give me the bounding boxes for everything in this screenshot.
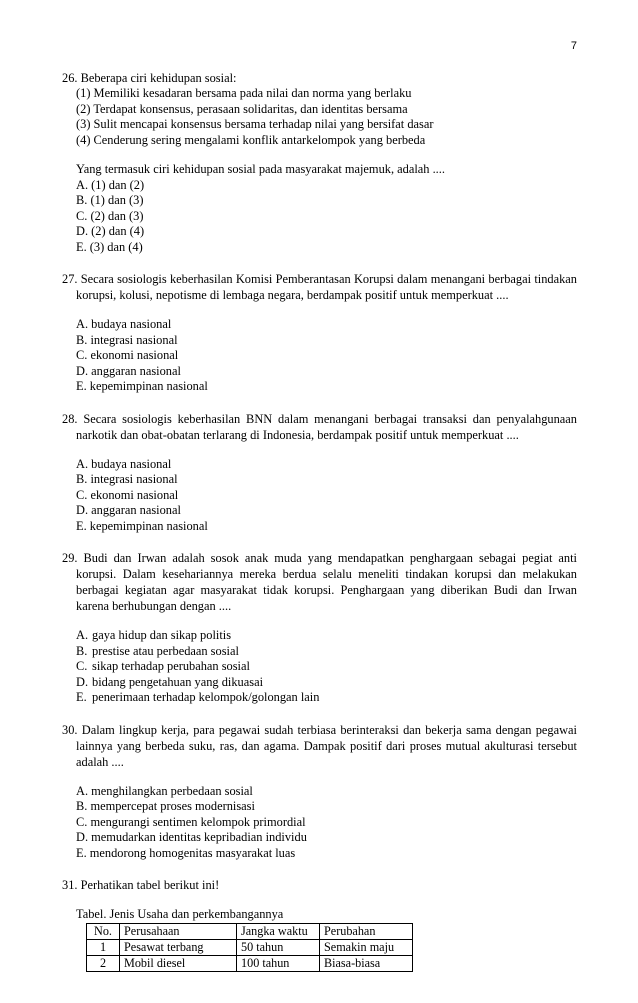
question-26 (62, 70, 577, 255)
option-text: gaya hidup dan sikap politis (92, 628, 232, 642)
statement-item: (3) Sulit mencapai konsensus bersama terhadap nilai yang bersifat dasar (76, 117, 434, 131)
header-cell: Perubahan (320, 924, 413, 940)
question-26-stem: 26. Beberapa ciri kehidupan sosial: (62, 71, 237, 85)
option-a: A. (1) dan (2) (76, 177, 145, 192)
question-29 (62, 550, 577, 706)
option-letter: D. (76, 674, 89, 689)
statement-item: (4) Cenderung sering mengalami konflik antarkelompok yang berbeda (76, 132, 426, 147)
table-cell: 100 tahun (237, 956, 320, 972)
header-cell: Perusahaan (120, 924, 237, 940)
option-a: A. menghilangkan perbedaan sosial (76, 783, 253, 798)
option-b: B. (1) dan (3) (76, 193, 144, 207)
table-caption: Tabel. Jenis Usaha dan perkembangannya (76, 907, 284, 921)
option-c: C. (2) dan (3) (76, 208, 144, 223)
document-body (62, 70, 577, 988)
question-31-stem: 31. Perhatikan tabel berikut ini! (62, 878, 220, 892)
question-29-stem: 29. Budi dan Irwan adalah sosok anak muda yang mendapatkan penghargaan sebagai pegiat anti korupsi. Dalam kesehariannya mereka berdua selalu meneliti tindakan korupsi dan melakukan berbagai kegiatan agar masyarakat tidak korupsi. Penghargaan yang diberikan Budi dan Irwan karena berhubungan dengan .... (62, 551, 577, 613)
question-27 (62, 271, 577, 395)
question-26-statements (62, 86, 577, 255)
table-row (87, 940, 413, 956)
table-cell: Pesawat terbang (120, 940, 237, 956)
question-28 (62, 411, 577, 535)
table-cell: Semakin maju (320, 940, 413, 956)
option-letter: A. (76, 628, 89, 642)
question-26-prompt: Yang termasuk ciri kehidupan sosial pada masyarakat majemuk, adalah .... (76, 162, 445, 176)
question-30-options (62, 770, 577, 862)
question-28-stem: 28. Secara sosiologis keberhasilan BNN dalam menangani berbagai transaksi dan penyalahgunaan narkotik dan obat-obatan terlarang di Indonesia, berdampak positif untuk memperkuat .... (62, 411, 577, 442)
statement-item: (1) Memiliki kesadaran bersama pada nilai dan norma yang berlaku (76, 86, 412, 100)
option-b (76, 644, 577, 660)
option-d: D. memudarkan identitas kepribadian individu (76, 830, 307, 844)
option-a: A. budaya nasional (76, 317, 172, 331)
option-text: penerimaan terhadap kelompok/golongan lain (92, 690, 320, 704)
option-d: D. (2) dan (4) (76, 224, 145, 238)
option-text: prestise atau perbedaan sosial (92, 643, 239, 658)
question-31 (62, 877, 577, 972)
business-table (86, 923, 413, 972)
option-letter: E. (76, 690, 87, 704)
question-29-options (62, 614, 577, 706)
statement-item: (2) Terdapat konsensus, perasaan solidaritas, dan identitas bersama (76, 101, 408, 116)
option-c (76, 659, 577, 675)
question-30-stem: 30. Dalam lingkup kerja, para pegawai sudah terbiasa berinteraksi dan bekerja sama dengan pegawai lainnya yang berbeda suku, ras, dan agama. Dampak positif dari proses mutual akulturasi tersebut adalah .... (62, 722, 577, 769)
option-e (76, 690, 577, 706)
table-row (87, 956, 413, 972)
option-c: C. ekonomi nasional (76, 487, 179, 502)
question-31-table-wrap (62, 893, 577, 972)
option-a (76, 628, 577, 644)
option-letter: B. (76, 643, 88, 658)
option-c: C. ekonomi nasional (76, 348, 179, 362)
option-b: B. integrasi nasional (76, 472, 178, 486)
option-e: E. kepemimpinan nasional (76, 518, 208, 533)
page-number: 7 (570, 40, 577, 52)
table-cell: Mobil diesel (120, 956, 237, 972)
question-27-options (62, 303, 577, 395)
question-27-stem: 27. Secara sosiologis keberhasilan Komisi Pemberantasan Korupsi dalam menangani berbagai tindakan korupsi, kolusi, nepotisme di lembaga negara, berdampak positif untuk memperkuat .... (62, 272, 577, 302)
option-d: D. anggaran nasional (76, 363, 181, 378)
option-a: A. budaya nasional (76, 456, 172, 471)
option-c: C. mengurangi sentimen kelompok primordial (76, 814, 306, 829)
option-b: B. mempercepat proses modernisasi (76, 799, 255, 813)
table-cell: Biasa-biasa (320, 956, 413, 972)
option-e: E. (3) dan (4) (76, 239, 143, 254)
table-header-row (87, 924, 413, 940)
header-cell: No. (87, 924, 120, 940)
option-d: D. anggaran nasional (76, 503, 181, 517)
option-e: E. mendorong homogenitas masyarakat luas (76, 845, 296, 860)
option-b: B. integrasi nasional (76, 332, 178, 347)
option-letter: C. (76, 659, 88, 673)
table-cell: 1 (87, 940, 120, 956)
option-text: sikap terhadap perubahan sosial (92, 659, 250, 673)
option-text: bidang pengetahuan yang dikuasai (92, 674, 264, 689)
table-cell: 2 (87, 956, 120, 972)
table-cell: 50 tahun (237, 940, 320, 956)
option-e: E. kepemimpinan nasional (76, 379, 208, 393)
question-30 (62, 722, 577, 862)
question-28-options (62, 443, 577, 535)
option-d (76, 675, 577, 691)
header-cell: Jangka waktu (237, 924, 320, 940)
